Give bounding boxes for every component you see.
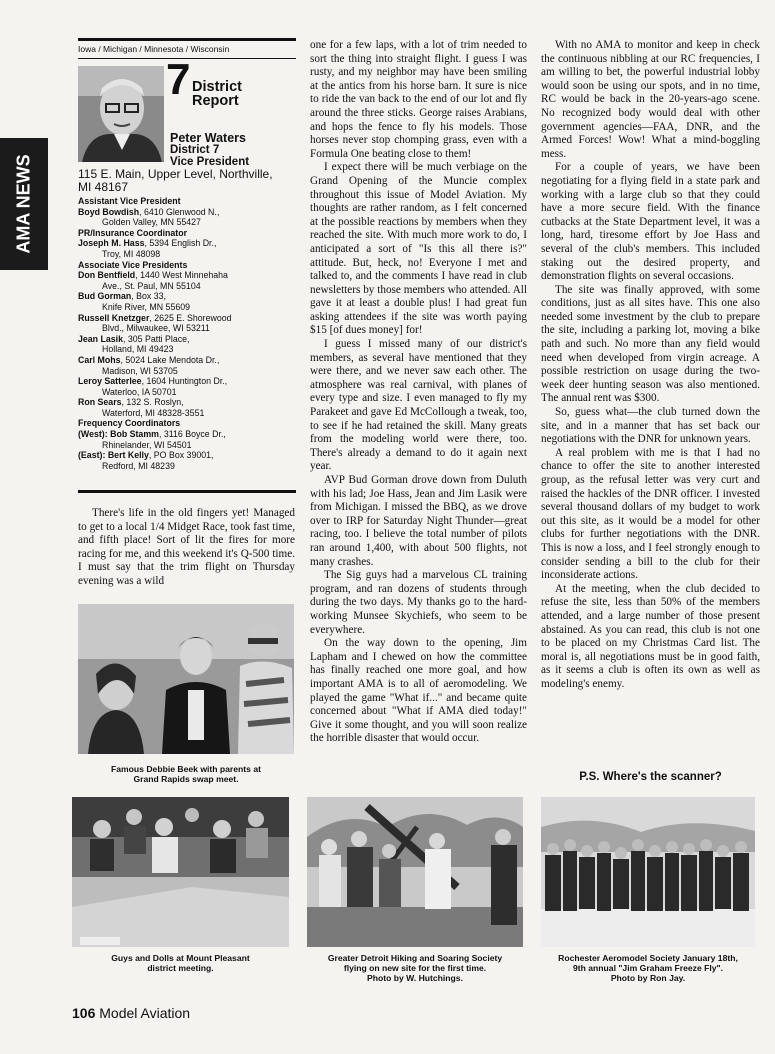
directory-name: Bert Kelly — [107, 450, 149, 461]
directory-name: Jean Lasik — [78, 333, 123, 344]
caption-detroit-soaring: Greater Detroit Hiking and Soaring Society flying on new site for the first time. Photo by W. Hutchings. — [327, 953, 503, 983]
directory-entry — [78, 270, 298, 281]
paragraph: With no AMA to monitor and keep in check the continuous nibbling at our RC frequencies, I am willing to bet, the powerful industrial lobby would soon be using our spots, and in no time, RC would be back in the 20-years-ago scene. No recognized body would deal with other government agencies—FAA, DNR, and the Armed Forces! Wow! What a mind-boggling mess. — [541, 39, 760, 160]
page-number: 106 — [72, 1005, 96, 1021]
header-rule — [78, 38, 296, 41]
paragraph: one for a few laps, with a lot of trim needed to sort the thing into straight flight. I guess I was rusty, and my neighbor may have been smiling at the antics from his horse barn. It sure is nice to ride the van back to the end of our lot and fly around the three sticks. George raises Arabians, and hops the fence to fly his models. Those horses never stop chomping grass, even with a Formula One beating close to them! — [310, 39, 527, 160]
vp-name-block: Peter Waters District 7 Vice President — [170, 131, 250, 168]
directory-name: Ron Sears — [78, 397, 122, 408]
states-line: Iowa / Michigan / Minnesota / Wisconsin — [78, 44, 230, 54]
directory-name: Boyd Bowdish — [78, 206, 140, 217]
directory-entry — [78, 450, 298, 461]
magazine-name: Model Aviation — [99, 1005, 191, 1021]
directory-heading: PR/Insurance Coordinator — [78, 227, 187, 238]
directory-name: Joseph M. Hass — [78, 238, 145, 249]
paragraph: On the way down to the opening, Jim Lapham and I chewed on how the committee has finally reached one more goal, and how important AMA is to all of aeromodeling. We played the game "What if..." and became quite concerned about "What if AMA died today!" Give it some thought, and you will soon realize the horrible disaster that would occur. — [310, 637, 527, 745]
directory-entry — [78, 313, 298, 324]
directory-name: Don Bentfield — [78, 270, 136, 281]
paragraph: At the meeting, when the club decided to refuse the site, less than 50% of the members attended, and a large number of those present abstained. As you can read, this club is not one to be placed on my Christmas Card list. The moral is, all negotiations must be in good faith, as it seems a club is often its own as well as modeling's enemy. — [541, 582, 760, 690]
directory-address-line: Troy, MI 48098 — [102, 248, 161, 259]
vp-portrait — [78, 66, 164, 162]
directory-address: , Box 33, — [131, 291, 167, 302]
directory-address: , 6410 Glenwood N., — [139, 206, 220, 217]
paragraph: For a couple of years, we have been negotiating for a flying field in a state park and working with a large club so that they could have a more secure field. With the finance cutbacks at the State Department level, it was a long, hard, tiresome effort by Joe Hass and several of the club's members. This included staking out the desired property, and demonstration flights on several occasions. — [541, 161, 760, 283]
column-3-text — [541, 39, 760, 692]
photo-mount-pleasant — [72, 797, 289, 947]
column-1-text: There's life in the old fingers yet! Managed to get to a local 1/4 Midget Race, took fast time, and fifth place! Sort of lit the fires for more racing for me, and this weekend it's Q-500 time. I must say that the trim flight on Thursday evening was a wild — [78, 507, 295, 587]
paragraph: The Sig guys had a marvelous CL training program, and ran dozens of students through during the two days. My thanks go to the hard-working Munsee Skychiefs, who seem to be everywhere. — [310, 569, 527, 636]
vp-address: 115 E. Main, Upper Level, Northville, MI 48167 — [78, 167, 273, 194]
directory-name: Bud Gorman — [78, 291, 132, 302]
officer-directory — [78, 196, 298, 471]
directory-entry — [78, 429, 298, 440]
directory-region: (East): — [78, 450, 108, 461]
directory-heading: Associate Vice Presidents — [78, 259, 188, 270]
directory-name: Carl Mohs — [78, 354, 121, 365]
paragraph: I expect there will be much verbiage on the Grand Opening of the Muncie complex throughout this issue of Model Aviation. My thoughts are rather random, as I felt concerned at the possible reactions by members when they reached the site. With much more work to do, I anticipated a sort of "Is this all there is?" attitude. But, heck, no! Everyone I met and talked to, and the comments I have read in club newsletters by those members who attended. All gave it at least a double plus! I had great fun asking attendees if the site was worth paying $15 [of dues money] for! — [310, 161, 527, 337]
caption-rochester-freeze-fly: Rochester Aeromodel Society January 18th, 9th annual "Jim Graham Freeze Fly". Photo by Ron Jay. — [558, 953, 738, 983]
district-number: 7 — [166, 55, 191, 104]
photo-detroit-soaring — [307, 797, 523, 947]
directory-address: , 3116 Boyce Dr., — [158, 429, 226, 440]
directory-address-line: Golden Valley, MN 55427 — [102, 217, 201, 228]
directory-name: Bob Stamm — [110, 429, 159, 440]
directory-address-line: Waterloo, IA 50701 — [102, 386, 177, 397]
directory-entry — [78, 334, 298, 345]
paragraph: AVP Bud Gorman drove down from Duluth with his lad; Joe Hass, Jean and Jim Lasik were from Michigan. I missed the BBQ, as we drove over to IRP for Saturday Night Thunder—great racing, too. I believe the total number of pilots ran around 1,400, with about 500 flights, not many crashes. — [310, 474, 527, 568]
directory-address: , 305 Patti Place, — [123, 333, 190, 344]
directory-entry — [78, 291, 298, 302]
directory-entry — [78, 376, 298, 387]
directory-address-line: Madison, WI 53705 — [102, 365, 178, 376]
directory-address-line: Waterford, MI 48328-3551 — [102, 407, 205, 418]
directory-heading: Frequency Coordinators — [78, 418, 181, 429]
directory-region: (West): — [78, 429, 111, 440]
directory-address: , 5024 Lake Mendota Dr., — [120, 354, 220, 365]
directory-address: , 1604 Huntington Dr., — [141, 376, 228, 387]
directory-address-line: Redford, MI 48239 — [102, 460, 175, 471]
directory-address-line: Rhinelander, WI 54501 — [102, 439, 192, 450]
caption-mount-pleasant: Guys and Dolls at Mount Pleasant district meeting. — [111, 953, 250, 973]
paragraph: A real problem with me is that I had no chance to offer the site to another interested group, as the refusal letter was very curt and raised the hackles of the DNR officer. I invested several thousand dollars of my budget to work out this site, as it would be a model for other clubs for further negotiations with the DNR. This is now a loss, and I feel strongly enough to consider sending a bill to the club for their inconsiderate actions. — [541, 446, 760, 582]
photo-debbie-beek — [78, 604, 294, 754]
paragraph: The site was finally approved, with some conditions, just as all sites have. This one also needed some investment by the club to prepare the site, including a parking lot, moving a bike path and such. No more than any field would need when developed from virgin acreage. A possible restriction on usage during the two-week deer hunting season was also mentioned. The annual rent was $300. — [541, 283, 760, 405]
directory-entry — [78, 355, 298, 366]
directory-entry — [78, 397, 298, 408]
paragraph: So, guess what—the club turned down the site, and in a manner that has set back our negotiations with the DNR for unknown years. — [541, 406, 760, 446]
directory-address: , 5394 English Dr., — [144, 238, 217, 249]
directory-address-line: Holland, MI 49423 — [102, 344, 174, 355]
directory-address: , 132 S. Roslyn, — [121, 397, 184, 408]
caption-debbie-beek: Famous Debbie Beek with parents at Grand Rapids swap meet. — [111, 764, 261, 784]
postscript: P.S. Where's the scanner? — [579, 771, 722, 783]
section-tab: AMA NEWS — [0, 138, 48, 270]
directory-name: Russell Knetzger — [78, 312, 150, 323]
directory-entry — [78, 238, 298, 249]
district-report-heading: District Report — [192, 79, 242, 109]
directory-address-line: Ave., St. Paul, MN 55104 — [102, 280, 201, 291]
column-2-text — [310, 39, 527, 746]
paragraph: I guess I missed many of our district's members, as several have mentioned that they were there, and we never saw each other. The atmosphere was real carnival, with planes of every type and size. I even managed to fly my Parakeet and gave Ed McCollough a tweak, too, to see if he had retained the skill. Many greats from the modeling world were there, too. There's already a demand to do it again next year. — [310, 338, 527, 473]
directory-address: , 1440 West Minnehaha — [135, 270, 228, 281]
directory-address-line: Blvd., Milwaukee, WI 53211 — [102, 323, 210, 334]
page-folio — [72, 1005, 190, 1021]
directory-address: , 2625 E. Shorewood — [149, 312, 232, 323]
directory-heading: Assistant Vice President — [78, 196, 181, 206]
directory-name: Leroy Satterlee — [78, 376, 142, 387]
directory-address-line: Knife River, MN 55609 — [102, 301, 191, 312]
directory-rule — [78, 490, 296, 493]
photo-rochester-freeze-fly — [541, 797, 755, 947]
directory-entry — [78, 207, 298, 218]
directory-address: , PO Box 39001, — [148, 450, 214, 461]
